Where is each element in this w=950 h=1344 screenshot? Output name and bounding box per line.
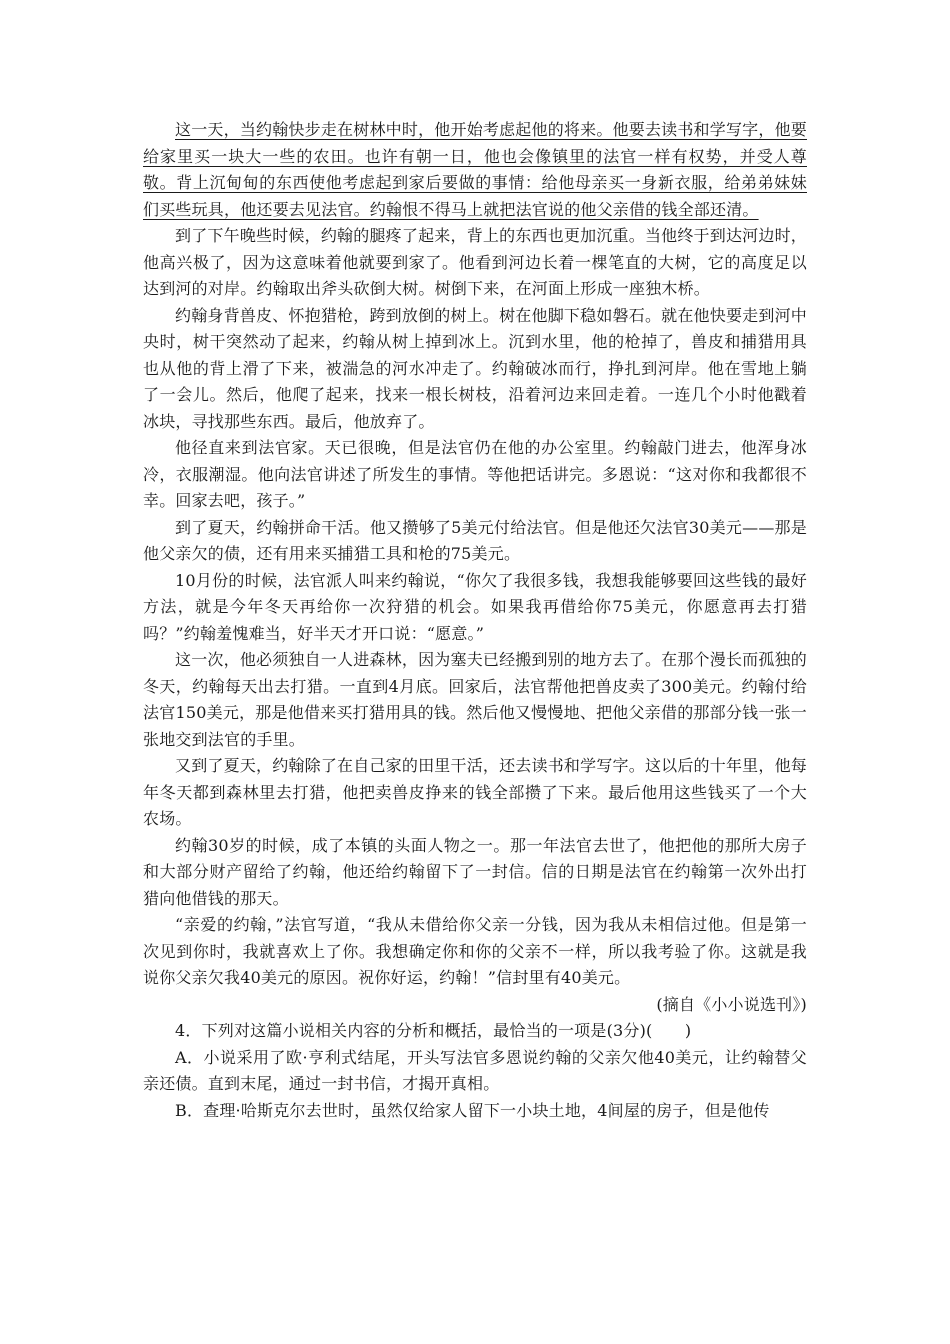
paragraph: “亲爱的约翰，”法官写道，“我从未借给你父亲一分钱，因为我从未相信过他。但是第一次见到你时，我就喜欢上了你。我想确定你和你的父亲不一样，所以我考验了你。这就是我说你父亲欠我40美元的原因。祝你好运，约翰！”信封里有40美元。 (143, 915, 807, 987)
paragraph: 10月份的时候，法官派人叫来约翰说，“你欠了我很多钱，我想我能够要回这些钱的最好方法，就是今年冬天再给你一次狩猎的机会。如果我再借给你75美元，你愿意再去打猎吗？”约翰羞愧难当，好半天才开口说：“愿意。” (143, 570, 807, 643)
paragraph: 这一次，他必须独自一人进森林，因为塞夫已经搬到别的地方去了。在那个漫长而孤独的冬天，约翰每天出去打猎。一直到4月底。回家后，法官帮他把兽皮卖了300美元。约翰付给法官150美元，那是他借来买打猎用具的钱。然后他又慢慢地、把他父亲借的那部分钱一张一张地交到法官的手里。 (143, 650, 807, 749)
question-option-a: A．小说采用了欧·亨利式结尾，开头写法官多恩说约翰的父亲欠他40美元，让约翰替父亲还债。直到末尾，通过一封书信，才揭开真相。 (143, 1047, 807, 1093)
paragraph: 到了夏天，约翰拼命干活。他又攒够了5美元付给法官。但是他还欠法官30美元——那是他父亲欠的债，还有用来买捕猎工具和枪的75美元。 (143, 517, 807, 563)
paragraph: 他径直来到法官家。天已很晚，但是法官仍在他的办公室里。约翰敲门进去，他浑身冰冷，衣服潮湿。他向法官讲述了所发生的事情。等他把话讲完。多恩说：“这对你和我都很不幸。回家去吧，孩子。” (143, 438, 807, 510)
paragraph: 约翰身背兽皮、怀抱猎枪，跨到放倒的树上。树在他脚下稳如磐石。就在他快要走到河中央时，树干突然动了起来，约翰从树上掉到冰上。沉到水里，他的枪掉了，兽皮和捕猎用具也从他的背上滑了下来，被湍急的河水冲走了。约翰破冰而行，挣扎到河岸。他在雪地上躺了一会儿。然后，他爬了起来，找来一根长树枝，沿着河边来回走着。一连几个小时他戳着冰块，寻找那些东西。最后，他放弃了。 (143, 305, 807, 431)
question-stem: 4．下列对这篇小说相关内容的分析和概括，最恰当的一项是(3分)( ) (175, 1021, 692, 1040)
source-citation: (摘自《小小说选刊》) (656, 994, 807, 1014)
paragraph: 到了下午晚些时候，约翰的腿疼了起来，背上的东西也更加沉重。当他终于到达河边时，他高兴极了，因为这意味着他就要到家了。他看到河边长着一棵笔直的大树，它的高度足以达到河的对岸。约翰取出斧头砍倒大树。树倒下来，在河面上形成一座独木桥。 (143, 226, 807, 298)
paragraph-underlined: 这一天，当约翰快步走在树林中时，他开始考虑起他的将来。他要去读书和学写字，他要给家里买一块大一些的农田。也许有朝一日，他也会像镇里的法官一样有权势，并受人尊敬。背上沉甸甸的东西使他考虑起到家后要做的事情：给他母亲买一身新衣服，给弟弟妹妹们买些玩具，他还要去见法官。约翰恨不得马上就把法官说的他父亲借的钱全部还清。 (143, 120, 807, 219)
question-option-b: B．查理·哈斯克尔去世时，虽然仅给家人留下一小块土地，4间屋的房子，但是他传 (175, 1100, 770, 1120)
paragraph: 又到了夏天，约翰除了在自己家的田里干活，还去读书和学写字。这以后的十年里，他每年冬天都到森林里去打猎，他把卖兽皮挣来的钱全部攒了下来。最后他用这些钱买了一个大农场。 (143, 756, 807, 828)
document-page (143, 117, 807, 1124)
paragraph: 约翰30岁的时候，成了本镇的头面人物之一。那一年法官去世了，他把他的那所大房子和大部分财产留给了约翰，他还给约翰留下了一封信。信的日期是法官在约翰第一次外出打猎向他借钱的那天。 (143, 835, 807, 908)
